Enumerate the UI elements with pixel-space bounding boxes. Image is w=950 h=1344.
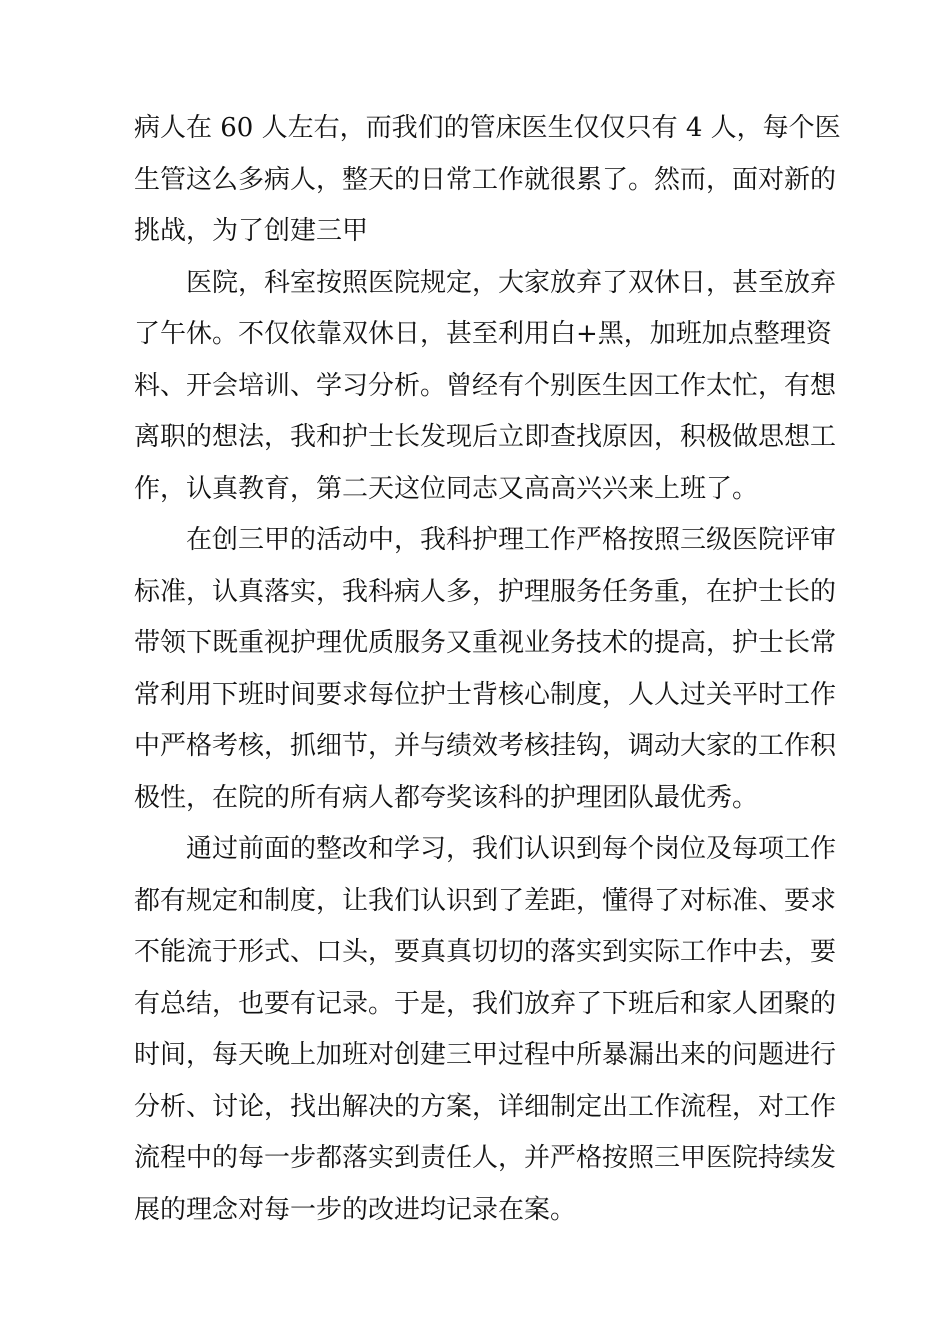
text-line: 都有规定和制度，让我们认识到了差距，懂得了对标准、要求 bbox=[134, 885, 837, 916]
text-line: 作，认真教育，第二天这位同志又高高兴兴来上班了。 bbox=[134, 473, 759, 504]
text-line: 分析、讨论，找出解决的方案，详细制定出工作流程，对工作 bbox=[134, 1091, 837, 1122]
text-line: 带领下既重视护理优质服务又重视业务技术的提高，护士长常 bbox=[134, 628, 837, 658]
text-line: 标准，认真落实，我科病人多，护理服务任务重，在护士长的 bbox=[134, 576, 837, 607]
text-line: 在创三甲的活动中，我科护理工作严格按照三级医院评审 bbox=[186, 525, 837, 555]
document-body bbox=[134, 103, 841, 1236]
paragraph-2 bbox=[134, 258, 837, 516]
text-line: 流程中的每一步都落实到责任人，并严格按照三甲医院持续发 bbox=[134, 1143, 837, 1173]
text-line: 不能流于形式、口头，要真真切切的落实到实际工作中去，要 bbox=[134, 937, 837, 967]
text-line: 离职的想法，我和护士长发现后立即查找原因，积极做思想工 bbox=[134, 422, 837, 452]
text-line: 了午休。不仅依靠双休日，甚至利用白+黑，加班加点整理资 bbox=[134, 319, 832, 349]
text-line: 展的理念对每一步的改进均记录在案。 bbox=[134, 1194, 577, 1225]
text-line: 时间，每天晚上加班对创建三甲过程中所暴漏出来的问题进行 bbox=[134, 1040, 837, 1070]
text-line: 极性，在院的所有病人都夸奖该科的护理团队最优秀。 bbox=[134, 782, 759, 813]
paragraph-3 bbox=[134, 515, 837, 824]
text-line: 料、开会培训、学习分析。曾经有个别医生因工作太忙，有想 bbox=[134, 370, 837, 401]
text-line: 中严格考核，抓细节，并与绩效考核挂钩，调动大家的工作积 bbox=[134, 731, 837, 761]
text-line: 通过前面的整改和学习，我们认识到每个岗位及每项工作 bbox=[186, 834, 837, 864]
text-line: 生管这么多病人，整天的日常工作就很累了。然而，面对新的 bbox=[134, 164, 837, 195]
text-line: 病人在 60 人左右，而我们的管床医生仅仅只有 4 人，每个医 bbox=[134, 113, 841, 143]
text-line: 有总结，也要有记录。于是，我们放弃了下班后和家人团聚的 bbox=[134, 988, 837, 1019]
paragraph-4 bbox=[134, 824, 837, 1236]
paragraph-1 bbox=[134, 103, 841, 258]
text-line: 常利用下班时间要求每位护士背核心制度，人人过关平时工作 bbox=[134, 679, 837, 710]
text-line: 医院，科室按照医院规定，大家放弃了双休日，甚至放弃 bbox=[186, 267, 837, 298]
text-line: 挑战，为了创建三甲 bbox=[134, 216, 369, 246]
